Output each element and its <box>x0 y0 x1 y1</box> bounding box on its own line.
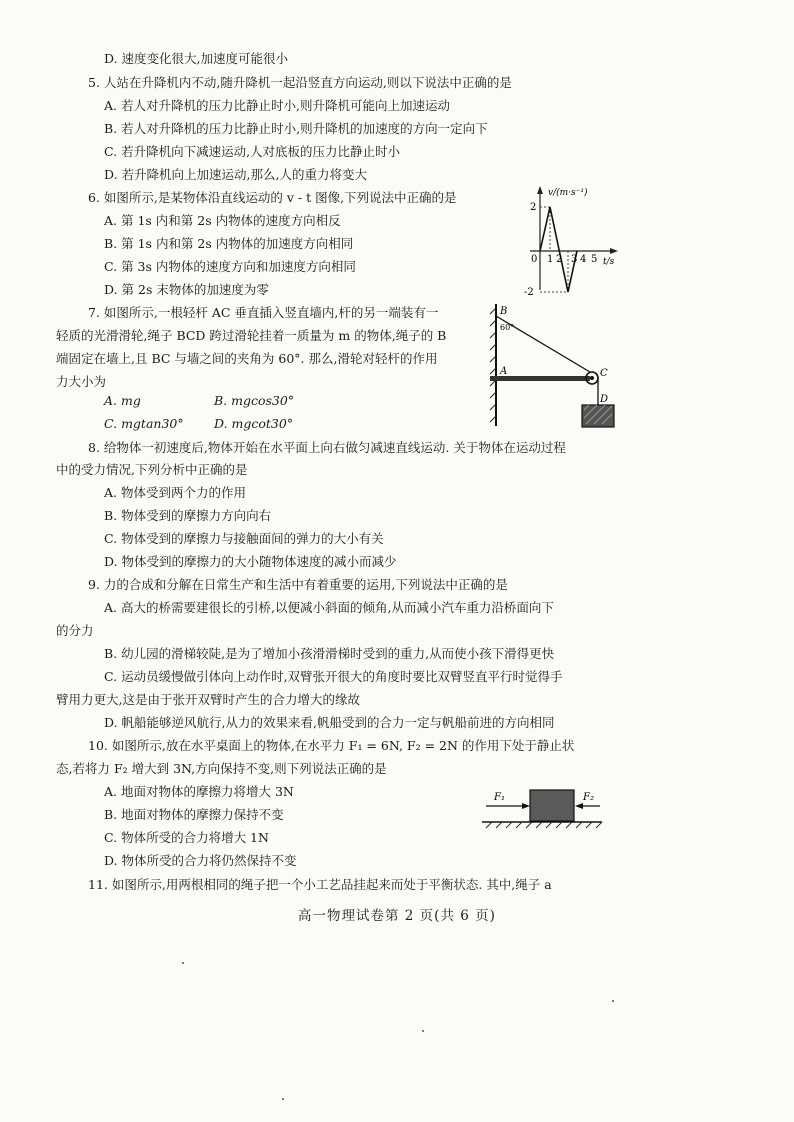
q7-option-a: A. mg <box>104 393 141 408</box>
table-hatch <box>486 822 602 828</box>
v-axis-arrow <box>537 186 543 194</box>
q9-option-c-line1: C. 运动员缓慢做引体向上动作时,双臂张开很大的角度时要比双臂竖直平行时觉得手 <box>104 669 563 684</box>
tick-m2: -2 <box>524 287 534 298</box>
q8-option-d: D. 物体受到的摩擦力的大小随物体速度的减小而减少 <box>104 554 397 569</box>
q8-option-b: B. 物体受到的摩擦力方向向右 <box>104 508 272 523</box>
q9-option-a-line2: 的分力 <box>56 623 94 638</box>
t-axis-label: t/s <box>603 257 615 267</box>
pulley-figure <box>486 300 618 430</box>
label-c: C <box>600 368 608 379</box>
q10-line2: 态,若将力 F₂ 增大到 3N,方向保持不变,则下列说法正确的是 <box>56 761 387 776</box>
q5-option-b: B. 若人对升降机的压力比静止时小,则升降机的加速度的方向一定向下 <box>104 121 488 136</box>
q5-option-d: D. 若升降机向上加速运动,那么,人的重力将变大 <box>104 167 367 182</box>
q7-line3: 端固定在墙上,且 BC 与墙之间的夹角为 60°. 那么,滑轮对轻杆的作用 <box>56 351 438 366</box>
q5-option-c: C. 若升降机向下减速运动,人对底板的压力比静止时小 <box>104 144 401 159</box>
vt-graph-figure <box>510 182 620 304</box>
label-d: D <box>600 394 609 405</box>
f2-arrowhead <box>575 803 583 809</box>
q7-line4: 力大小为 <box>56 374 107 389</box>
label-angle: 60° <box>500 323 515 332</box>
q9-option-d: D. 帆船能够逆风航行,从力的效果来看,帆船受到的合力一定与帆船前进的方向相同 <box>104 715 555 730</box>
q8-line2: 中的受力情况,下列分析中正确的是 <box>56 462 248 477</box>
tick-2t: 2 <box>556 254 563 265</box>
scan-speck <box>612 1000 614 1002</box>
scan-speck <box>422 1030 424 1032</box>
vt-line <box>540 207 577 292</box>
q11-line1: 11. 如图所示,用两根相同的绳子把一个小工艺品挂起来而处于平衡状态. 其中,绳子 a <box>88 877 552 892</box>
q10-option-a: A. 地面对物体的摩擦力将增大 3N <box>104 784 294 799</box>
q10-option-c: C. 物体所受的合力将增大 1N <box>104 830 269 845</box>
q4-option-d: D. 速度变化很大,加速度可能很小 <box>104 51 288 66</box>
tick-0: 0 <box>531 254 538 265</box>
q10-line1: 10. 如图所示,放在水平桌面上的物体,在水平力 F₁ = 6N, F₂ = 2N 的作用下处于静止状 <box>88 738 575 753</box>
q9-option-c-line2: 臂用力更大,这是由于张开双臂时产生的合力增大的缘故 <box>56 692 360 707</box>
f1-arrowhead <box>522 803 530 809</box>
page-footer: 高一物理试卷第 2 页(共 6 页) <box>298 908 496 924</box>
q6-option-c: C. 第 3s 内物体的速度方向和加速度方向相同 <box>104 259 356 274</box>
v-axis-label: v/(m·s⁻¹) <box>548 188 588 198</box>
q5-option-a: A. 若人对升降机的压力比静止时小,则升降机可能向上加速运动 <box>104 98 450 113</box>
label-f1: F₁ <box>494 792 505 803</box>
q8-option-c: C. 物体受到的摩擦力与接触面间的弹力的大小有关 <box>104 531 384 546</box>
q9-stem: 9. 力的合成和分解在日常生产和生活中有着重要的运用,下列说法中正确的是 <box>88 577 508 592</box>
q9-option-a-line1: A. 高大的桥需要建很长的引桥,以便减小斜面的倾角,从而减小汽车重力沿桥面向下 <box>104 600 554 615</box>
q6-stem: 6. 如图所示,是某物体沿直线运动的 v - t 图像,下列说法中正确的是 <box>88 190 457 205</box>
block-forces-figure <box>478 782 606 830</box>
pulley-axle <box>590 376 594 380</box>
q10-option-d: D. 物体所受的合力将仍然保持不变 <box>104 853 297 868</box>
tick-1: 1 <box>547 254 554 265</box>
q8-line1: 8. 给物体一初速度后,物体开始在水平面上向右做匀减速直线运动. 关于物体在运动过程 <box>88 440 566 455</box>
q7-option-d: D. mgcot30° <box>214 416 294 431</box>
scan-speck <box>182 962 184 964</box>
block <box>530 790 574 821</box>
t-axis-arrow <box>610 248 618 254</box>
scan-speck <box>282 1098 284 1100</box>
q5-stem: 5. 人站在升降机内不动,随升降机一起沿竖直方向运动,则以下说法中正确的是 <box>88 75 512 90</box>
label-b: B <box>500 306 508 317</box>
tick-5: 5 <box>591 254 598 265</box>
q7-line2: 轻质的光滑滑轮,绳子 BCD 跨过滑轮挂着一质量为 m 的物体,绳子的 B <box>56 328 447 343</box>
label-a: A <box>500 366 508 377</box>
tick-3: 3 <box>571 254 578 265</box>
q7-option-c: C. mgtan30° <box>104 416 184 431</box>
tick-2: 2 <box>530 202 537 213</box>
q9-option-b: B. 幼儿园的滑梯较陡,是为了增加小孩滑滑梯时受到的重力,从而使小孩下滑得更快 <box>104 646 555 661</box>
tick-4: 4 <box>580 254 587 265</box>
q6-option-d: D. 第 2s 末物体的加速度为零 <box>104 282 269 297</box>
q6-option-a: A. 第 1s 内和第 2s 内物体的速度方向相反 <box>104 213 341 228</box>
q6-option-b: B. 第 1s 内和第 2s 内物体的加速度方向相同 <box>104 236 354 251</box>
q7-line1: 7. 如图所示,一根轻杆 AC 垂直插入竖直墙内,杆的另一端装有一 <box>88 305 439 320</box>
label-f2: F₂ <box>583 792 594 803</box>
q8-option-a: A. 物体受到两个力的作用 <box>104 485 246 500</box>
q10-option-b: B. 地面对物体的摩擦力保持不变 <box>104 807 284 822</box>
q7-option-b: B. mgcos30° <box>214 393 295 408</box>
